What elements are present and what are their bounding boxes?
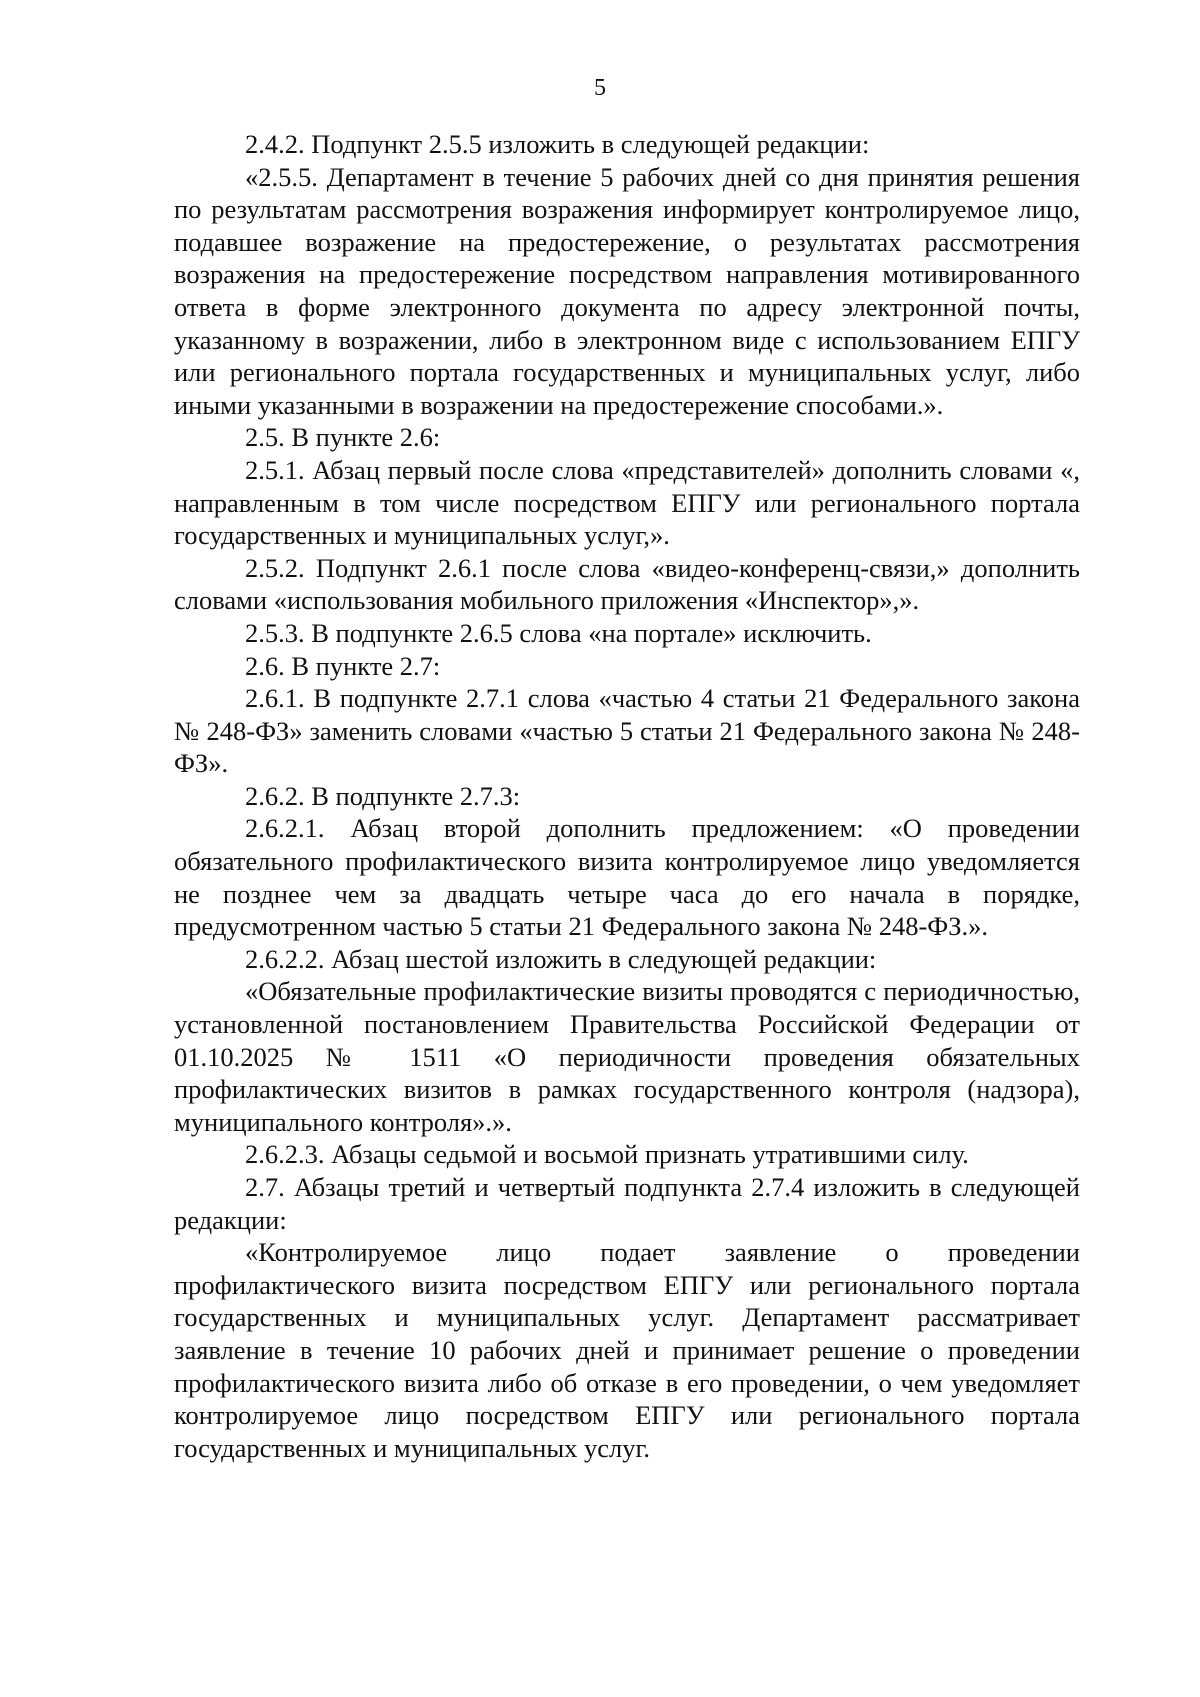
paragraph-2-5-2: 2.5.2. Подпункт 2.6.1 после слова «видео-конференц-связи,» дополнить словами «использования мобильного приложения «Инспектор»,». [174,552,1080,616]
paragraph-quote-mandatory-visits: «Обязательные профилактические визиты проводятся с периодичностью, установленной постановлением Правительства Российской Федерации от 01.10.2025 № 1511 «О периодичности проведения обязательных профилактических визитов в рамках государственного контроля (надзора), муниципального контроля».». [174,976,1080,1137]
paragraph-2-4-2: 2.4.2. Подпункт 2.5.5 изложить в следующей редакции: [245,129,870,159]
paragraph-2-6-2-1: 2.6.2.1. Абзац второй дополнить предложением: «О проведении обязательного профилактического визита контролируемое лицо уведомляется не позднее чем за двадцать четыре часа до его начала в порядке, предусмотренном частью 5 статьи 21 Федерального закона № 248-ФЗ.». [174,813,1080,942]
paragraph-2-5: 2.5. В пункте 2.6: [245,422,441,453]
page-number: 5 [594,75,606,101]
paragraph-quote-application: «Контролируемое лицо подает заявление о проведении профилактического визита посредством ЕПГУ или регионального портала государственных и муниципальных услуг. Департамент рассматривает заявление в течение 10 рабочих дней и принимает решение о проведении профилактического визита либо об отказе в его проведении, о чем уведомляет контролируемое лицо посредством ЕПГУ или регионального портала государственных и муниципальных услуг. [174,1237,1080,1463]
paragraph-2-6-2-2: 2.6.2.2. Абзац шестой изложить в следующей редакции: [245,943,877,974]
paragraph-2-6-1: 2.6.1. В подпункте 2.7.1 слова «частью 4 статьи 21 Федерального закона № 248-ФЗ» заменить словами «частью 5 статьи 21 Федерального закона № 248-ФЗ». [174,683,1080,779]
paragraph-quote-2-5-5: «2.5.5. Департамент в течение 5 рабочих дней со дня принятия решения по результатам рассмотрения возражения информирует контролируемое лицо, подавшее возражение на предостережение, о результатах рассмотрения возражения на предостережение посредством направления мотивированного ответа в форме электронного документа по адресу электронной почты, указанному в возражении, либо в электронном виде с использованием ЕПГУ или регионального портала государственных и муниципальных услуг, либо иными указанными в возражении на предостережение способами.». [174,161,1080,420]
document-body [174,128,1080,1464]
paragraph-2-5-3: 2.5.3. В подпункте 2.6.5 слова «на портале» исключить. [245,617,872,648]
paragraph-2-7: 2.7. Абзацы третий и четвертый подпункта 2.7.4 изложить в следующей редакции: [174,1172,1080,1235]
paragraph-2-6-2: 2.6.2. В подпункте 2.7.3: [245,780,521,811]
paragraph-2-6-2-3: 2.6.2.3. Абзацы седьмой и восьмой признать утратившими силу. [245,1139,969,1170]
paragraph-2-6: 2.6. В пункте 2.7: [245,650,441,681]
paragraph-2-5-1: 2.5.1. Абзац первый после слова «представителей» дополнить словами «, направленным в том числе посредством ЕПГУ или регионального портала государственных и муниципальных услуг,». [174,454,1080,551]
